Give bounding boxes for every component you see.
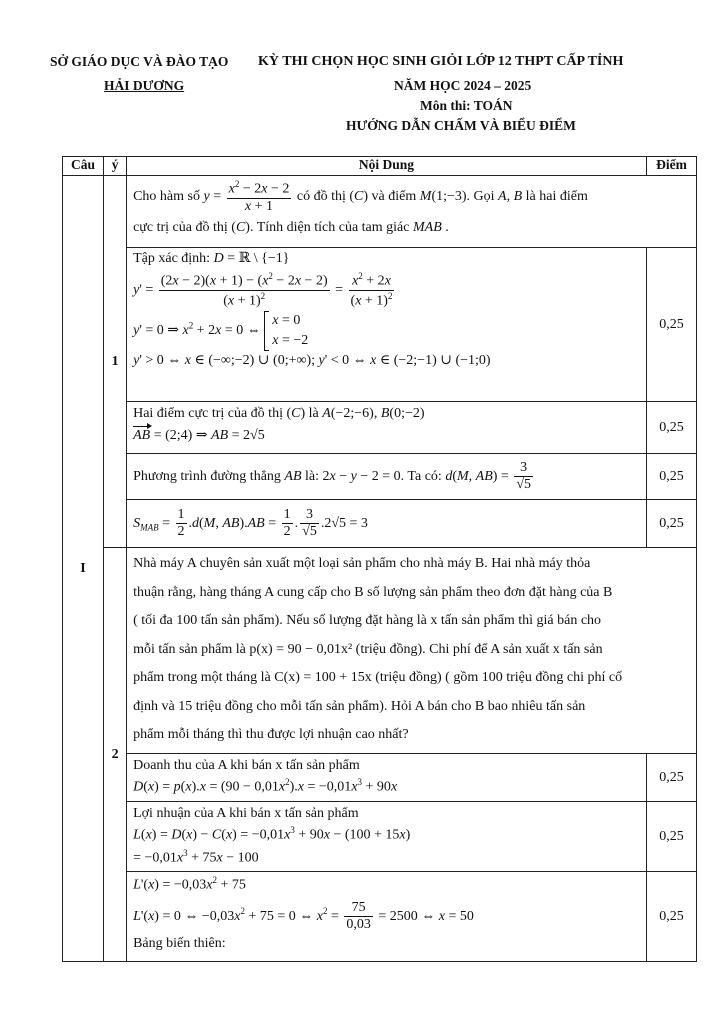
problem-line: ( tối đa 100 tấn sản phẩm). Nếu số lượng đặt hàng là x tấn sản phẩm thì giá bán cho <box>133 613 602 628</box>
part1-step-area: $S_{MAB}$ = $\frac{1}{2}$ .d(M, AB).AB = $\frac{1}{2}$ . $\frac{3}{√5}$ .2√5 = 3 <box>127 500 647 548</box>
table-row <box>63 548 697 754</box>
part1-step-domain: Tập xác định: D = ℝ \ {−1} y' = $\frac{(2x - 2)(x + 1) - (x^2 - 2x - 2)}{(x + 1)^2}$ = $\frac{x^2 + 2x}{(x + 1)^2}$ y' = 0 ⇒ $x^2 + 2x = 0$ ⇔ x = 0 x = −2 y' > 0 ⇔ x ∈ (−∞;−2) ∪ (0;+∞); y' < 0 ⇔ x ∈ (−2;−1) ∪ (−1;0) <box>127 248 647 402</box>
problem-line: thuận rằng, hàng tháng A cung cấp cho B số lượng sản phẩm theo đơn đặt hàng của B <box>133 584 613 600</box>
part2-points-2: 0,25 <box>646 802 696 872</box>
part1-points-1: 0,25 <box>646 248 696 402</box>
part2-points-3: 0,25 <box>646 872 696 962</box>
part2-label: 2 <box>104 548 127 962</box>
part2-step-profit: Lợi nhuận của A khi bán x tấn sản phẩm $L(x) = D(x) - C(x) = -0,01x^3 + 90x - (100 + 15x)$ = $-0,01x^3 + 75x - 100$ <box>127 802 647 872</box>
table-row <box>63 500 697 548</box>
problem-line: phẩm mỗi tháng thì thu được lợi nhuận cao nhất? <box>133 727 409 742</box>
table-row <box>63 872 697 962</box>
problem-line: Nhà máy A chuyên sản xuất một loại sản phẩm cho nhà máy B. Hai nhà máy thỏa <box>133 556 591 571</box>
department-province: HẢI DƯƠNG <box>104 78 185 93</box>
table-row <box>63 402 697 454</box>
table-row <box>63 454 697 500</box>
exam-title: KỲ THI CHỌN HỌC SINH GIỎI LỚP 12 THPT CẤP TỈNH <box>258 54 624 69</box>
problem-line: phẩm trong một tháng là C(x) = 100 + 15x (triệu đồng) ( gồm 100 triệu đồng chi phí cố <box>133 670 623 685</box>
profit-title: Lợi nhuận của A khi bán x tấn sản phẩm <box>133 806 359 821</box>
part1-step-extrema: Hai điểm cực trị của đồ thị (C) là A(−2;−6), B(0;−2) AB = (2;4) ⇒ AB = 2√5 <box>127 402 647 454</box>
school-year: NĂM HỌC 2024 – 2025 <box>394 78 532 93</box>
part1-label: 1 <box>104 176 127 548</box>
col-header-y: ý <box>104 157 127 176</box>
part2-points-1: 0,25 <box>646 754 696 802</box>
part1-points-3: 0,25 <box>646 454 696 500</box>
part2-step-derivative: $L'(x) = -0,03x^2 + 75$ L'(x) = 0 ⇔ $-0,03x^2 + 75 = 0$ ⇔ $x^2$ = $\frac{75}{0,03}$ = 2500 ⇔ x = 50 Bảng biến thiên: <box>127 872 647 962</box>
part1-step-line: Phương trình đường thẳng AB là: 2x − y − 2 = 0. Ta có: d(M, AB) = $\frac{3}{√5}$ <box>127 454 647 500</box>
variation-table-label: Bảng biến thiên: <box>133 936 226 952</box>
problem-line: định và 15 triệu đồng cho mỗi tấn sản phẩm). Hỏi A bán cho B bao nhiêu tấn sản <box>133 698 586 714</box>
revenue-title: Doanh thu của A khi bán x tấn sản phẩm <box>133 758 360 773</box>
table-row <box>63 176 697 248</box>
part1-points-4: 0,25 <box>646 500 696 548</box>
part1-problem: Cho hàm số y = $\frac{x^2 - 2x - 2}{x + 1}$ có đồ thị (C) và điểm M(1;−3). Gọi A, B là hai điểm cực trị của đồ thị (C). Tính diện tích của tam giác MAB . <box>127 176 697 248</box>
table-row <box>63 754 697 802</box>
problem-line: mỗi tấn sản phẩm là p(x) = 90 − 0,01x² (triệu đồng). Chi phí để A sản xuất x tấn sản <box>133 641 603 657</box>
table-row <box>63 802 697 872</box>
table-header-row <box>63 157 697 176</box>
part1-points-2: 0,25 <box>646 402 696 454</box>
part2-step-revenue: Doanh thu của A khi bán x tấn sản phẩm $D(x) = p(x).x = (90 - 0,01x^2).x = -0,01x^3 + 90x$ <box>127 754 647 802</box>
department-name: SỞ GIÁO DỤC VÀ ĐÀO TẠO <box>50 54 229 69</box>
grading-table <box>62 156 697 962</box>
col-header-content: Nội Dung <box>127 157 647 176</box>
part2-problem <box>127 548 697 754</box>
question-label: I <box>63 176 104 962</box>
subject: Môn thi: TOÁN <box>420 98 513 113</box>
document-title: HƯỚNG DẪN CHẤM VÀ BIỂU ĐIỂM <box>346 118 576 133</box>
col-header-cau: Câu <box>63 157 104 176</box>
table-row <box>63 248 697 402</box>
col-header-points: Điểm <box>646 157 696 176</box>
